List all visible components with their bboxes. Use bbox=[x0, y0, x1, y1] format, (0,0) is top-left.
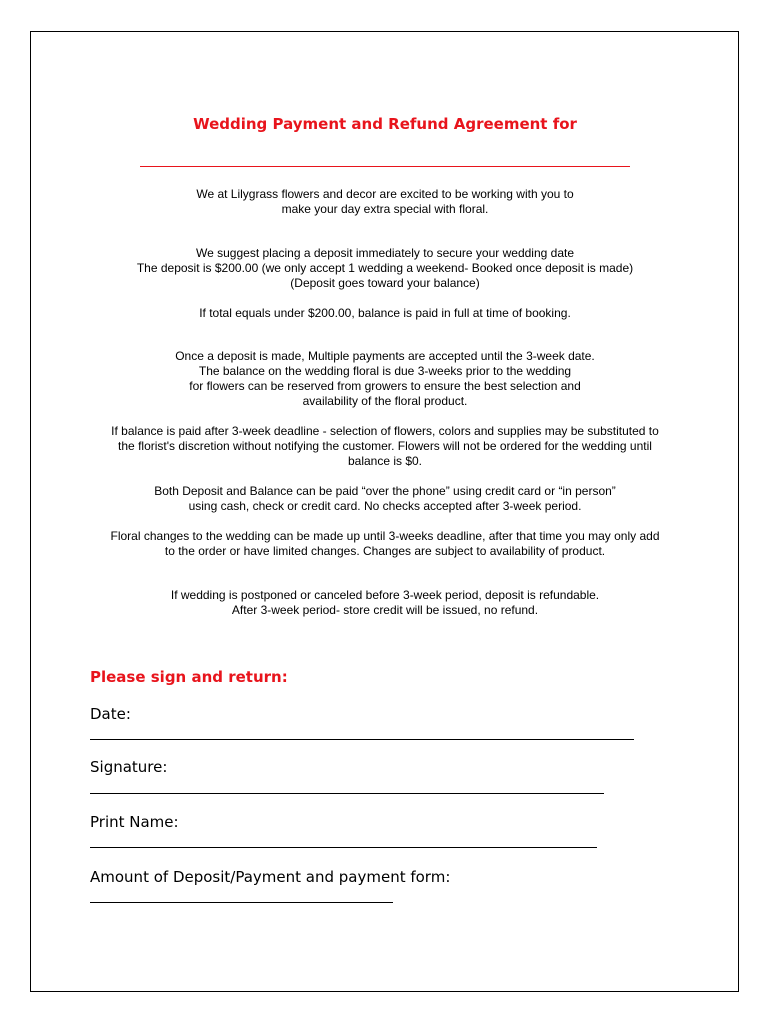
signature-label: Signature: bbox=[90, 758, 168, 776]
sign-section-heading: Please sign and return: bbox=[90, 668, 288, 686]
payment-amount-field-line[interactable] bbox=[90, 902, 393, 903]
under-deposit-paragraph: If total equals under $200.00, balance is paid in full at time of booking. bbox=[199, 306, 571, 320]
late-balance-paragraph: If balance is paid after 3-week deadline - selection of flowers, colors and supplies may be substituted to the florist's discretion without notifying the customer. Flowers will not be ordered for the wedding until balance is $0. bbox=[111, 424, 659, 468]
payment-methods-paragraph: Both Deposit and Balance can be paid “over the phone” using credit card or “in person” using cash, check or credit card. No checks accepted after 3-week period. bbox=[154, 484, 616, 513]
date-field-line[interactable] bbox=[90, 739, 634, 740]
print-name-field-line[interactable] bbox=[90, 847, 597, 848]
document-title: Wedding Payment and Refund Agreement for bbox=[193, 115, 577, 133]
floral-changes-paragraph: Floral changes to the wedding can be made up until 3-weeks deadline, after that time you may only add to the order or have limited changes. Changes are subject to availability of product. bbox=[110, 529, 660, 558]
print-name-label: Print Name: bbox=[90, 813, 179, 831]
title-name-blank-line bbox=[140, 166, 630, 167]
multiple-payments-paragraph: Once a deposit is made, Multiple payments are accepted until the 3-week date. The balance on the wedding floral is due 3-weeks prior to the wedding for flowers can be reserved from growers to ensure the best selection and availability of the floral product. bbox=[175, 349, 595, 408]
signature-field-line[interactable] bbox=[90, 793, 604, 794]
refund-paragraph: If wedding is postponed or canceled before 3-week period, deposit is refundable. After 3-week period- store credit will be issued, no refund. bbox=[170, 588, 600, 617]
intro-paragraph: We at Lilygrass flowers and decor are excited to be working with you to make your day extra special with floral. bbox=[196, 187, 574, 216]
payment-amount-label: Amount of Deposit/Payment and payment form: bbox=[90, 868, 451, 886]
deposit-paragraph: We suggest placing a deposit immediately to secure your wedding date The deposit is $200.00 (we only accept 1 wedding a weekend- Booked once deposit is made) (Deposit goes toward your balance) bbox=[136, 246, 634, 290]
date-label: Date: bbox=[90, 705, 131, 723]
